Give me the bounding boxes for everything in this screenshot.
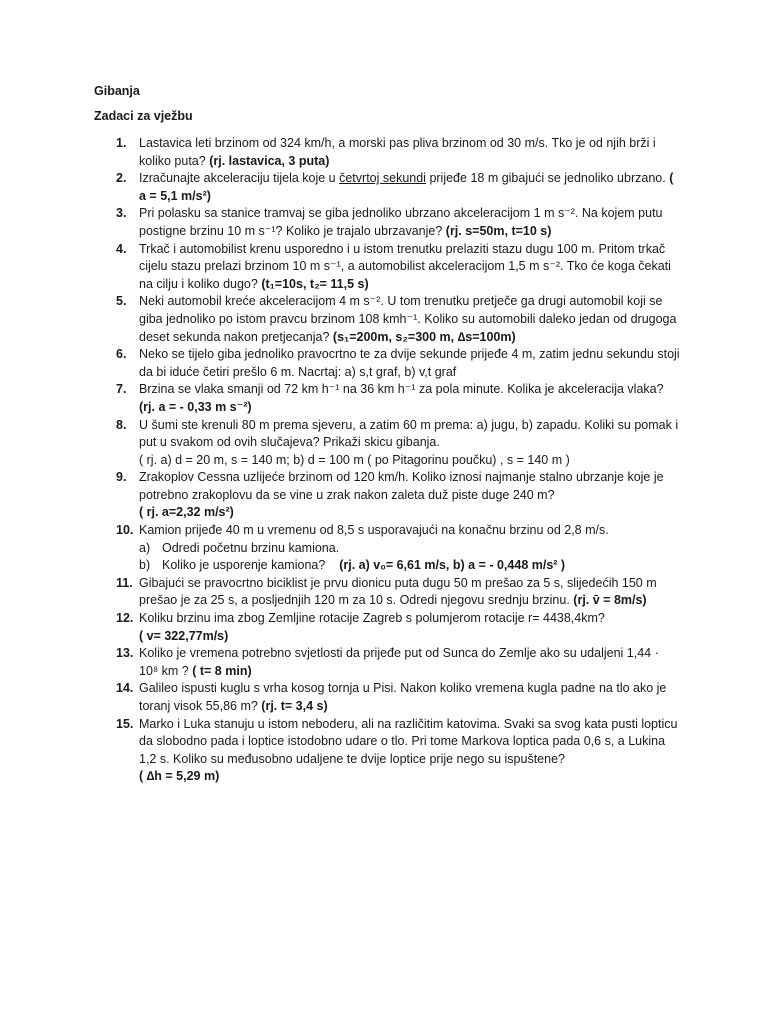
sub-question-label: a) (139, 540, 151, 555)
sub-question-list (139, 540, 680, 575)
task-text: Marko i Luka stanuju u istom neboderu, ali na različitim katovima. Svaki sa svog kata pusti lopticu da slobodno pada i loptice istodobno udare o tlo. Pri tome Markova loptica pada 0,6 s, a Lukina 1,2 s. Koliko su međusobno udaljene te dvije loptice prije nego su ispuštene? (139, 716, 678, 766)
sub-question-text: Koliko je usporenje kamiona? (162, 558, 326, 573)
task-answer: ( v= 322,77m/s) (139, 628, 229, 643)
task-number: 2. (116, 171, 127, 186)
task-text: Zrakoplov Cessna uzlijeće brzinom od 120 km/h. Koliko iznosi najmanje stalno ubrzanje koje je potrebno zrakoplovu da se vine u zrak nakon zaleta duž piste duge 240 m? (139, 470, 664, 502)
task-text: Neko se tijelo giba jednoliko pravocrtno te za dvije sekunde prijeđe 4 m, zatim jednu sekundu stoji da bi iduće četiri prešlo 6 m. Nacrtaj: a) s,t graf, b) v,t graf (139, 347, 680, 379)
task-answer: (s₁=200m, s₂=300 m, ∆s=100m) (332, 329, 516, 344)
task-answer: ( t= 8 min) (192, 663, 252, 678)
task-answer: (t₁=10s, t₂= 11,5 s) (261, 276, 369, 291)
task-number: 5. (116, 294, 127, 309)
task-answer: (rj. lastavica, 3 puta) (209, 153, 330, 168)
task-number: 6. (116, 347, 127, 362)
task-answer: (rj. t= 3,4 s) (261, 699, 328, 713)
sub-question-b (139, 557, 680, 575)
task-item-12 (94, 610, 680, 645)
task-number: 14. (116, 681, 134, 696)
task-number: 9. (116, 470, 127, 485)
sub-question-a (139, 540, 680, 558)
task-number: 11. (116, 575, 133, 590)
task-item-4 (94, 241, 680, 294)
task-text: U šumi ste krenuli 80 m prema sjeveru, a zatim 60 m prema: a) jugu, b) zapadu. Koliki su pomak i put u svakom od ovih slučajeva? Prikaži skicu gibanja. (139, 417, 679, 450)
task-text: Galileo ispusti kuglu s vrha kosog tornja u Pisi. Nakon koliko vremena kugla padne na tlo ako je toranj visok 55,86 m? (139, 681, 667, 713)
task-answer: (rj. v̄ = 8m/s) (573, 593, 647, 608)
task-number: 12. (116, 611, 134, 626)
task-answer: ( ∆h = 5,29 m) (139, 769, 220, 784)
task-number: 10. (116, 523, 134, 538)
task-text: Kamion prijeđe 40 m u vremenu od 8,5 s usporavajući na konačnu brzinu od 2,8 m/s. (139, 523, 609, 538)
task-item-13 (94, 645, 680, 680)
task-answer: ( rj. a=2,32 m/s²) (139, 505, 234, 520)
task-answer: ( a = 5,1 m/s²) (139, 171, 674, 203)
task-text: Izračunajte akceleraciju tijela koje u (139, 171, 340, 186)
document-subtitle: Zadaci za vježbu (94, 109, 193, 123)
task-text-underlined: četvrtoj sekundi (339, 171, 426, 186)
task-item-3 (94, 205, 680, 240)
sub-question-text: Odredi početnu brzinu kamiona. (162, 540, 340, 555)
task-text: Pri polasku sa stanice tramvaj se giba jednoliko ubrzano akceleracijom 1 m s⁻². Na kojem putu postigne brzinu 10 m s⁻¹? Koliko je trajalo ubrzavanje? (139, 206, 663, 238)
task-answer: ( rj. a) d = 20 m, s = 140 m; b) d = 100 m ( po Pitagorinu poučku) , s = 140 m ) (139, 452, 570, 467)
task-item-1 (94, 135, 680, 170)
task-item-11 (94, 575, 680, 610)
task-number: 8. (116, 417, 127, 432)
task-answer: (rj. a = - 0,33 m s⁻²) (139, 399, 252, 414)
task-list (94, 135, 680, 786)
task-number: 13. (116, 646, 134, 661)
task-item-14 (94, 680, 680, 715)
task-text: Trkač i automobilist krenu usporedno i u istom trenutku prelaziti stazu dugu 100 m. Pritom trkač cijelu stazu prelazi brzinom 10 m s⁻¹, a automobilist akceleracijom 1,5 m s⁻². Tko će koga čekati na cilju i koliko dugo? (139, 241, 671, 291)
task-answer: (rj. a) v₀= 6,61 m/s, b) a = - 0,448 m/s² ) (339, 558, 566, 573)
document-title: Gibanja (94, 84, 140, 98)
task-number: 7. (116, 382, 127, 397)
task-answer: (rj. s=50m, t=10 s) (445, 223, 552, 238)
task-text: Brzina se vlaka smanji od 72 km h⁻¹ na 36 km h⁻¹ za pola minute. Kolika je akceleracija vlaka? (139, 382, 664, 397)
task-number: 1. (116, 136, 127, 150)
task-item-9 (94, 469, 680, 522)
task-number: 4. (116, 241, 127, 256)
task-text: Koliku brzinu ima zbog Zemljine rotacije Zagreb s polumjerom rotacije r= 4438,4km? (139, 611, 605, 626)
task-item-6 (94, 346, 680, 381)
task-text: Koliko je vremena potrebno svjetlosti da prijeđe put od Sunca do Zemlje ako su udaljeni 1,44 · 10⁸ km ? (139, 646, 659, 678)
task-item-7 (94, 381, 680, 416)
task-item-8 (94, 417, 680, 470)
task-item-5 (94, 293, 680, 346)
task-item-2 (94, 170, 680, 205)
task-number: 3. (116, 206, 127, 221)
sub-question-label: b) (139, 558, 151, 573)
task-text: prijeđe 18 m gibajući se jednoliko ubrzano. (425, 171, 666, 186)
task-text: Neki automobil kreće akceleracijom 4 m s⁻². U tom trenutku pretječe ga drugi automobil koji se giba jednoliko po istom pravcu brzinom 108 kmh⁻¹. Koliko su automobili daleko jedan od drugoga deset sekunda nakon pretjecanja? (139, 294, 677, 344)
task-item-10 (94, 522, 680, 575)
task-number: 15. (116, 716, 134, 731)
task-text: Gibajući se pravocrtno biciklist je prvu dionicu puta dugu 50 m prešao za 5 s, slijedećih 150 m prešao je za 25 s, a posljednjih 120 m za 10 s. Odredi njegovu srednju brzinu. (139, 575, 657, 608)
task-text: Lastavica leti brzinom od 324 km/h, a morski pas pliva brzinom od 30 m/s. Tko je od njih brži i koliko puta? (139, 136, 656, 168)
task-item-15 (94, 716, 680, 786)
